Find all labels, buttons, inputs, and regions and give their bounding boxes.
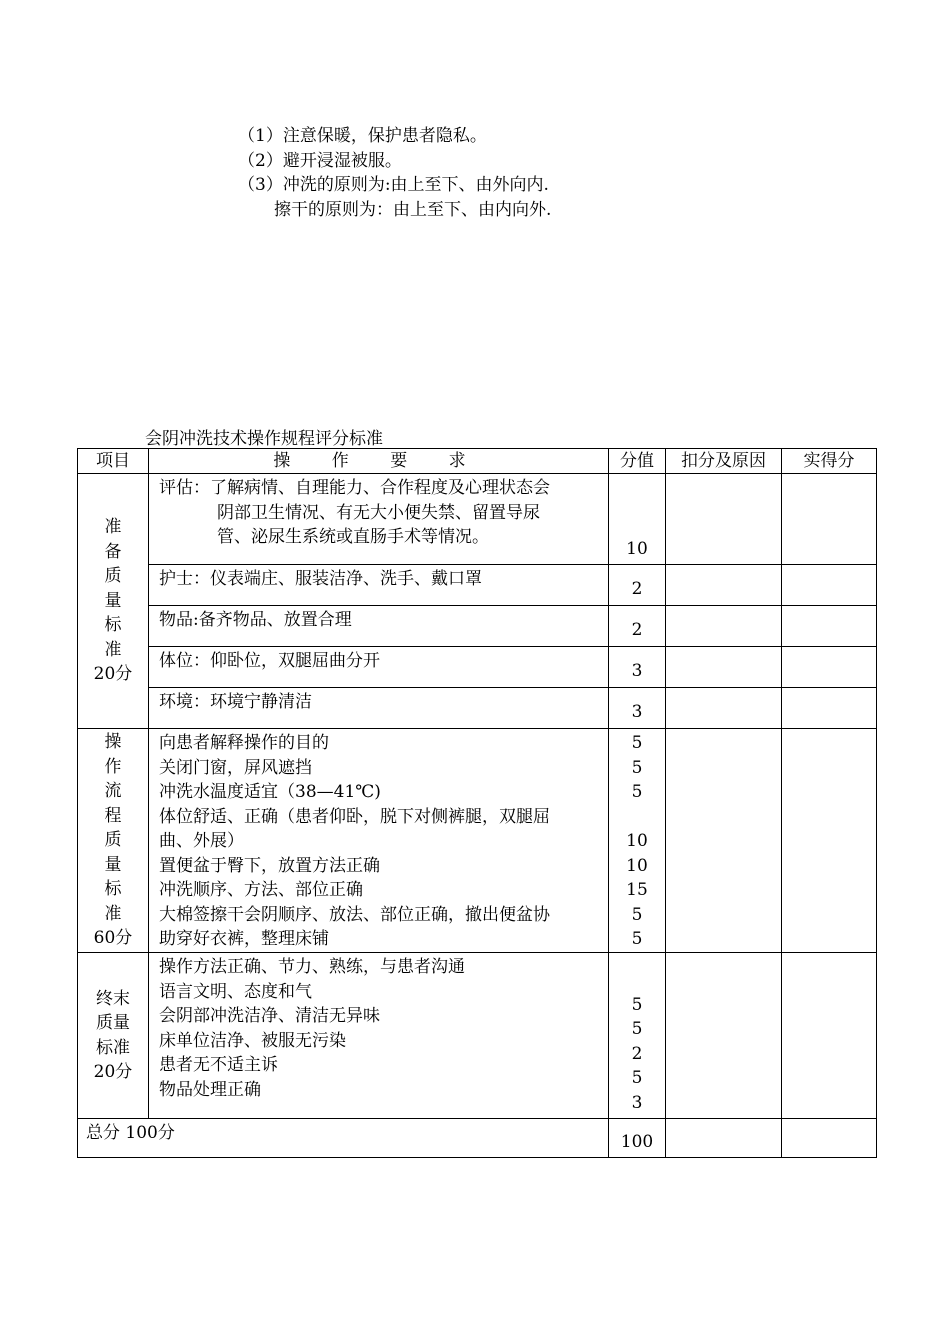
score-cell: 2	[609, 565, 666, 606]
deduction-cell	[666, 953, 782, 1119]
header-requirement	[149, 449, 609, 474]
score-cell: 10	[609, 474, 666, 565]
requirement-environment: 环境：环境宁静清洁	[149, 688, 609, 729]
table-row	[78, 474, 877, 565]
requirement-final: 操作方法正确、节力、熟练，与患者沟通 语言文明、态度和气 会阴部冲洗洁净、清洁无异味 床单位洁净、被服无污染 患者无不适主诉 物品处理正确	[149, 953, 609, 1119]
scoring-table	[77, 448, 877, 1158]
note-1: （1）注意保暖，保护患者隐私。	[238, 126, 487, 146]
category-process: 操 作 流 程 质 量 标 准 60分	[78, 729, 149, 953]
actual-cell	[782, 647, 877, 688]
table-row	[78, 953, 877, 1119]
requirement-process: 向患者解释操作的目的 关闭门窗，屏风遮挡 冲洗水温度适宜（38—41℃) 体位舒适、正确（患者仰卧，脱下对侧裤腿，双腿屈 曲、外展） 置便盆于臀下，放置方法正确 冲洗顺序、方法、部位正确 大棉签擦干会阴顺序、放法、部位正确，撤出便盆协 助穿好衣裤，整理床铺	[149, 729, 609, 953]
score-cell: 5 5 5 10 10 15 5 5	[609, 729, 666, 953]
deduction-cell	[666, 474, 782, 565]
deduction-cell	[666, 729, 782, 953]
table-row	[78, 729, 877, 953]
header-actual: 实得分	[782, 449, 877, 474]
table-row	[78, 606, 877, 647]
deduction-cell	[666, 688, 782, 729]
total-label: 总分 100分	[78, 1119, 609, 1158]
score-cell: 2	[609, 606, 666, 647]
actual-cell	[782, 729, 877, 953]
requirement-position: 体位：仰卧位，双腿屈曲分开	[149, 647, 609, 688]
total-row	[78, 1119, 877, 1158]
table-row	[78, 647, 877, 688]
header-score: 分值	[609, 449, 666, 474]
note-4: 擦干的原则为：由上至下、由内向外.	[274, 199, 552, 220]
deduction-cell	[666, 565, 782, 606]
note-3: （3）冲洗的原则为:由上至下、由外向内.	[238, 175, 549, 195]
score-cell: 5 5 2 5 3	[609, 953, 666, 1119]
actual-cell	[782, 565, 877, 606]
note-2: （2）避开浸湿被服。	[238, 150, 402, 171]
header-item: 项目	[78, 449, 149, 474]
deduction-cell	[666, 1119, 782, 1158]
score-cell: 3	[609, 647, 666, 688]
total-score: 100	[609, 1119, 666, 1158]
deduction-cell	[666, 647, 782, 688]
actual-cell	[782, 688, 877, 729]
header-requirement-text: 操 作 要 求	[273, 451, 484, 471]
actual-cell	[782, 606, 877, 647]
actual-cell	[782, 1119, 877, 1158]
requirement-assessment: 评估：了解病情、自理能力、合作程度及心理状态会 阴部卫生情况、有无大小便失禁、留置导尿 管、泌尿生系统或直肠手术等情况。	[149, 474, 609, 565]
category-prep: 准 备 质 量 标 准 20分	[78, 474, 149, 729]
actual-cell	[782, 953, 877, 1119]
table-row	[78, 565, 877, 606]
header-deduction: 扣分及原因	[666, 449, 782, 474]
deduction-cell	[666, 606, 782, 647]
requirement-nurse: 护士：仪表端庄、服装洁净、洗手、戴口罩	[149, 565, 609, 606]
table-title: 会阴冲洗技术操作规程评分标准	[145, 429, 383, 449]
header-row	[78, 449, 877, 474]
score-cell: 3	[609, 688, 666, 729]
category-final: 终末 质量 标准 20分	[78, 953, 149, 1119]
table-row	[78, 688, 877, 729]
requirement-supplies: 物品:备齐物品、放置合理	[149, 606, 609, 647]
actual-cell	[782, 474, 877, 565]
notes-block	[238, 124, 551, 222]
